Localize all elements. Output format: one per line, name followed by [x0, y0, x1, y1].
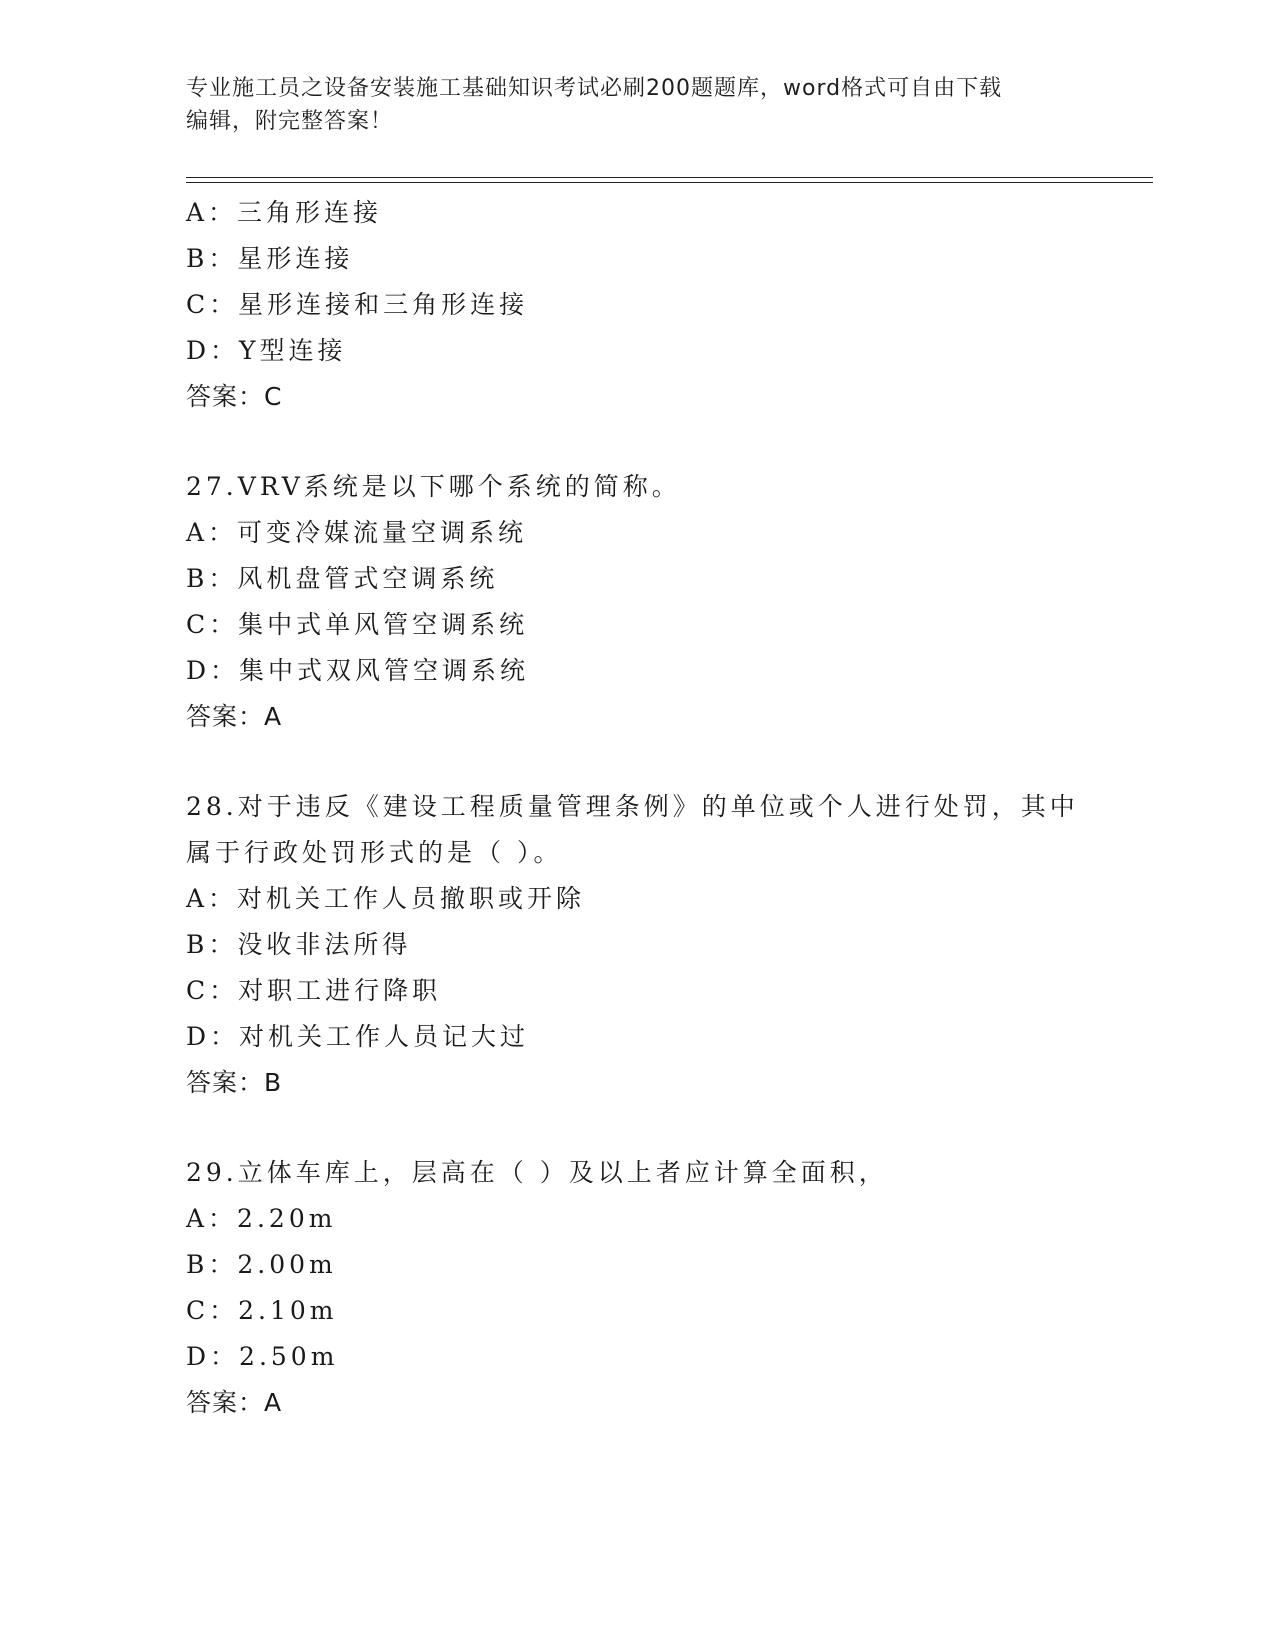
- question-28: [186, 784, 1086, 1106]
- option-b: B：星形连接: [186, 244, 354, 273]
- option-b: B：2.00m: [186, 1250, 337, 1279]
- answer-line: 答案：C: [186, 382, 283, 411]
- option-d: D：2.50m: [186, 1342, 339, 1371]
- header-title-line-1: 专业施工员之设备安装施工基础知识考试必刷200题题库，word格式可自由下载: [186, 76, 1003, 101]
- option-d: D：对机关工作人员记大过: [186, 1022, 530, 1051]
- option-b: B：没收非法所得: [186, 930, 412, 959]
- option-a: A：2.20m: [186, 1204, 337, 1233]
- question-stem: 27.VRV系统是以下哪个系统的简称。: [186, 472, 681, 501]
- answer-line: 答案：B: [186, 1068, 283, 1097]
- answer-line: 答案：A: [186, 1388, 283, 1417]
- header-divider-bottom: [186, 182, 1153, 183]
- question-stem: 29.立体车库上，层高在（ ）及以上者应计算全面积，: [186, 1158, 888, 1187]
- header-title-line-2: 编辑，附完整答案！: [186, 109, 394, 134]
- question-26-fragment: [186, 190, 1086, 420]
- question-stem-continued: 属于行政处罚形式的是（ ）。: [186, 838, 563, 867]
- option-d: D：Y型连接: [186, 336, 347, 365]
- option-c: C：集中式单风管空调系统: [186, 610, 529, 639]
- option-a: A：三角形连接: [186, 198, 383, 227]
- option-d: D：集中式双风管空调系统: [186, 656, 530, 685]
- option-a: A：对机关工作人员撤职或开除: [186, 884, 586, 913]
- question-list: [186, 190, 1086, 1470]
- answer-line: 答案：A: [186, 702, 283, 731]
- header-divider-top: [186, 177, 1153, 178]
- option-b: B：风机盘管式空调系统: [186, 564, 499, 593]
- document-header: [186, 72, 1066, 138]
- question-29: [186, 1150, 1086, 1426]
- option-c: C：2.10m: [186, 1296, 338, 1325]
- question-stem: 28.对于违反《建设工程质量管理条例》的单位或个人进行处罚，其中: [186, 792, 1079, 821]
- option-c: C：星形连接和三角形连接: [186, 290, 529, 319]
- question-27: [186, 464, 1086, 740]
- option-c: C：对职工进行降职: [186, 976, 442, 1005]
- option-a: A：可变冷媒流量空调系统: [186, 518, 528, 547]
